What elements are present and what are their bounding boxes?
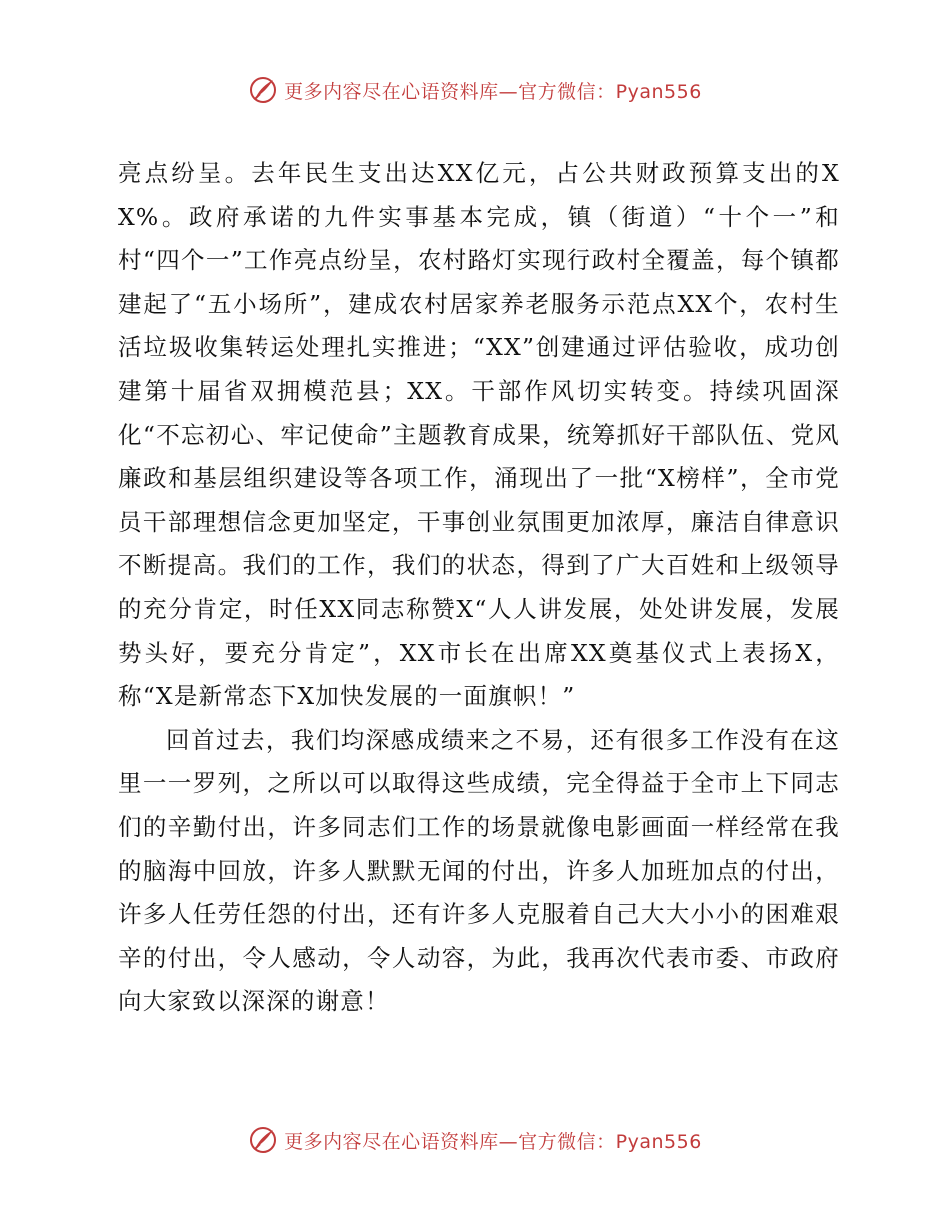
paragraph: 亮点纷呈。去年民生支出达XX亿元，占公共财政预算支出的XX%。政府承诺的九件实事基本完成，镇（街道）“十个一”和村“四个一”工作亮点纷呈，农村路灯实现行政村全覆盖，每个镇都建起了“五小场所”，建成农村居家养老服务示范点XX个，农村生活垃圾收集转运处理扎实推进；“XX”创建通过评估验收，成功创建第十届省双拥模范县；XX。干部作风切实转变。持续巩固深化“不忘初心、牢记使命”主题教育成果，统筹抓好干部队伍、党风廉政和基层组织建设等各项工作，涌现出了一批“X榜样”，全市党员干部理想信念更加坚定，干事创业氛围更加浓厚，廉洁自律意识不断提高。我们的工作，我们的状态，得到了广大百姓和上级领导的充分肯定，时任XX同志称赞X“人人讲发展，处处讲发展，发展势头好，要充分肯定”，XX市长在出席XX奠基仪式上表扬X，称“X是新常态下X加快发展的一面旗帜！” — [118, 159, 840, 711]
paragraph: 回首过去，我们均深感成绩来之不易，还有很多工作没有在这里一一罗列，之所以可以取得这些成绩，完全得益于全市上下同志们的辛勤付出，许多同志们工作的场景就像电影画面一样经常在我的脑海中回放，许多人默默无闻的付出，许多人加班加点的付出，许多人任劳任怨的付出，还有许多人克服着自己大大小小的困难艰辛的付出，令人感动，令人动容，为此，我再次代表市委、市政府向大家致以深深的谢意！ — [118, 725, 840, 1016]
watermark-header — [0, 70, 950, 110]
watermark-footer — [0, 1120, 950, 1160]
feather-pen-logo-icon — [248, 75, 278, 105]
document-body — [118, 152, 840, 1024]
watermark-text: 更多内容尽在心语资料库—官方微信：Pyan556 — [284, 1130, 702, 1153]
watermark-text: 更多内容尽在心语资料库—官方微信：Pyan556 — [284, 80, 702, 103]
feather-pen-logo-icon — [248, 1125, 278, 1155]
